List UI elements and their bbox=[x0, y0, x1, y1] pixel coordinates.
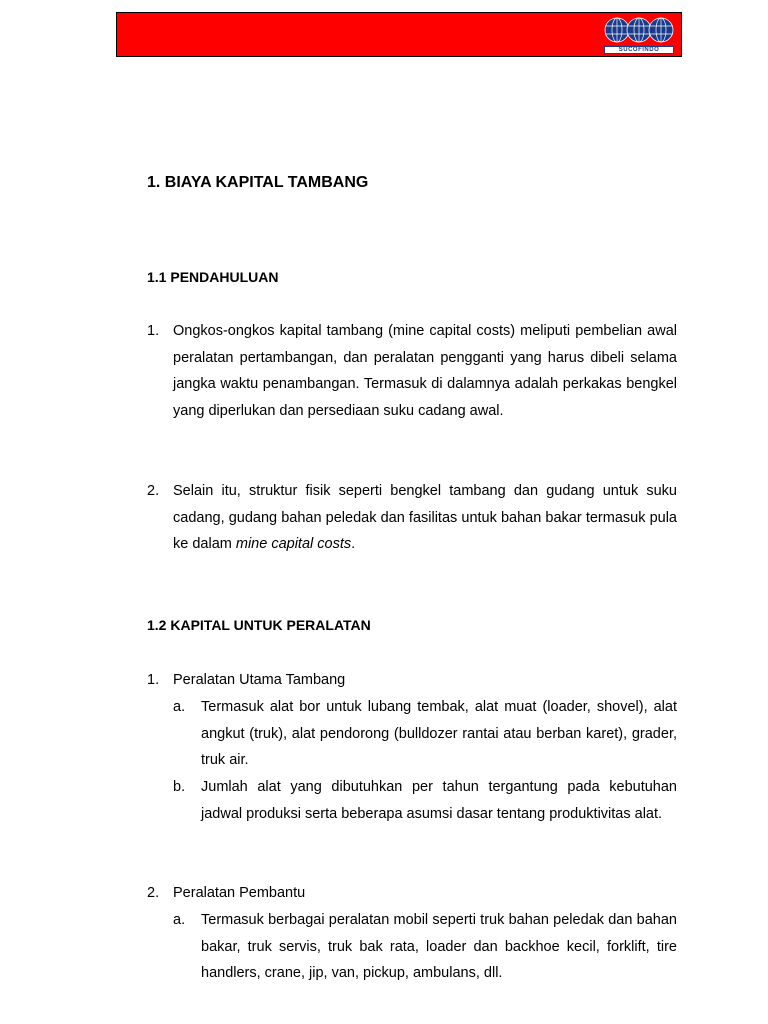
sub-item-text: Termasuk berbagai peralatan mobil seperti truk bahan peledak dan bahan bakar, truk servis, truk bak rata, loader dan backhoe kecil, forklift, tire handlers, crane, jip, van, pickup, ambulans, dll. bbox=[201, 912, 677, 981]
paragraph-text-italic: mine capital costs bbox=[235, 536, 352, 552]
sub-item-text: Jumlah alat yang dibutuhkan per tahun tergantung pada kebutuhan jadwal produksi serta beberapa asumsi dasar tentang produktivitas alat. bbox=[201, 779, 677, 822]
list-title bbox=[147, 667, 345, 694]
paragraph-text-main: Selain itu, struktur fisik seperti bengkel tambang dan gudang untuk suku cadang, gudang bahan peledak dan fasilitas untuk bahan bakar termasuk pula ke dalam bbox=[173, 483, 677, 552]
sub-item-letter: a. bbox=[173, 699, 186, 715]
document-title: 1. BIAYA KAPITAL TAMBANG bbox=[147, 174, 369, 191]
sub-item-letter: b. bbox=[173, 779, 186, 795]
paragraph-item bbox=[147, 318, 677, 424]
paragraph-number: 2. bbox=[147, 483, 160, 499]
paragraph-text-end: . bbox=[351, 536, 356, 552]
sub-item-letter: a. bbox=[173, 912, 186, 928]
paragraph-item bbox=[147, 478, 677, 558]
list-number: 2. bbox=[147, 885, 160, 901]
paragraph-number: 1. bbox=[147, 323, 160, 339]
list-number: 1. bbox=[147, 672, 160, 688]
section-heading-kapital-peralatan: 1.2 KAPITAL UNTUK PERALATAN bbox=[147, 617, 371, 633]
list-title bbox=[147, 880, 305, 907]
sub-list-item bbox=[173, 774, 677, 827]
paragraph-text bbox=[173, 478, 677, 558]
list-title-text: Peralatan Utama Tambang bbox=[173, 672, 346, 688]
sub-item-text: Termasuk alat bor untuk lubang tembak, alat muat (loader, shovel), alat angkut (truk), alat pendorong (bulldozer rantai atau berban karet), grader, truk air. bbox=[201, 699, 677, 768]
header-bar bbox=[116, 12, 682, 57]
sub-list-item bbox=[173, 907, 677, 987]
section-heading-pendahuluan: 1.1 PENDAHULUAN bbox=[147, 269, 279, 285]
list-title-text: Peralatan Pembantu bbox=[173, 885, 306, 901]
globe-logo-icon bbox=[604, 15, 674, 47]
paragraph-text: Ongkos-ongkos kapital tambang (mine capital costs) meliputi pembelian awal peralatan pertambangan, dan peralatan pengganti yang harus dibeli selama jangka waktu penambangan. Termasuk di dalamnya adalah perkakas bengkel yang diperlukan dan persediaan suku cadang awal. bbox=[173, 323, 677, 419]
sub-list-item bbox=[173, 694, 677, 774]
logo-wordmark: SUCOFINDO bbox=[604, 46, 674, 54]
company-logo bbox=[604, 15, 674, 55]
